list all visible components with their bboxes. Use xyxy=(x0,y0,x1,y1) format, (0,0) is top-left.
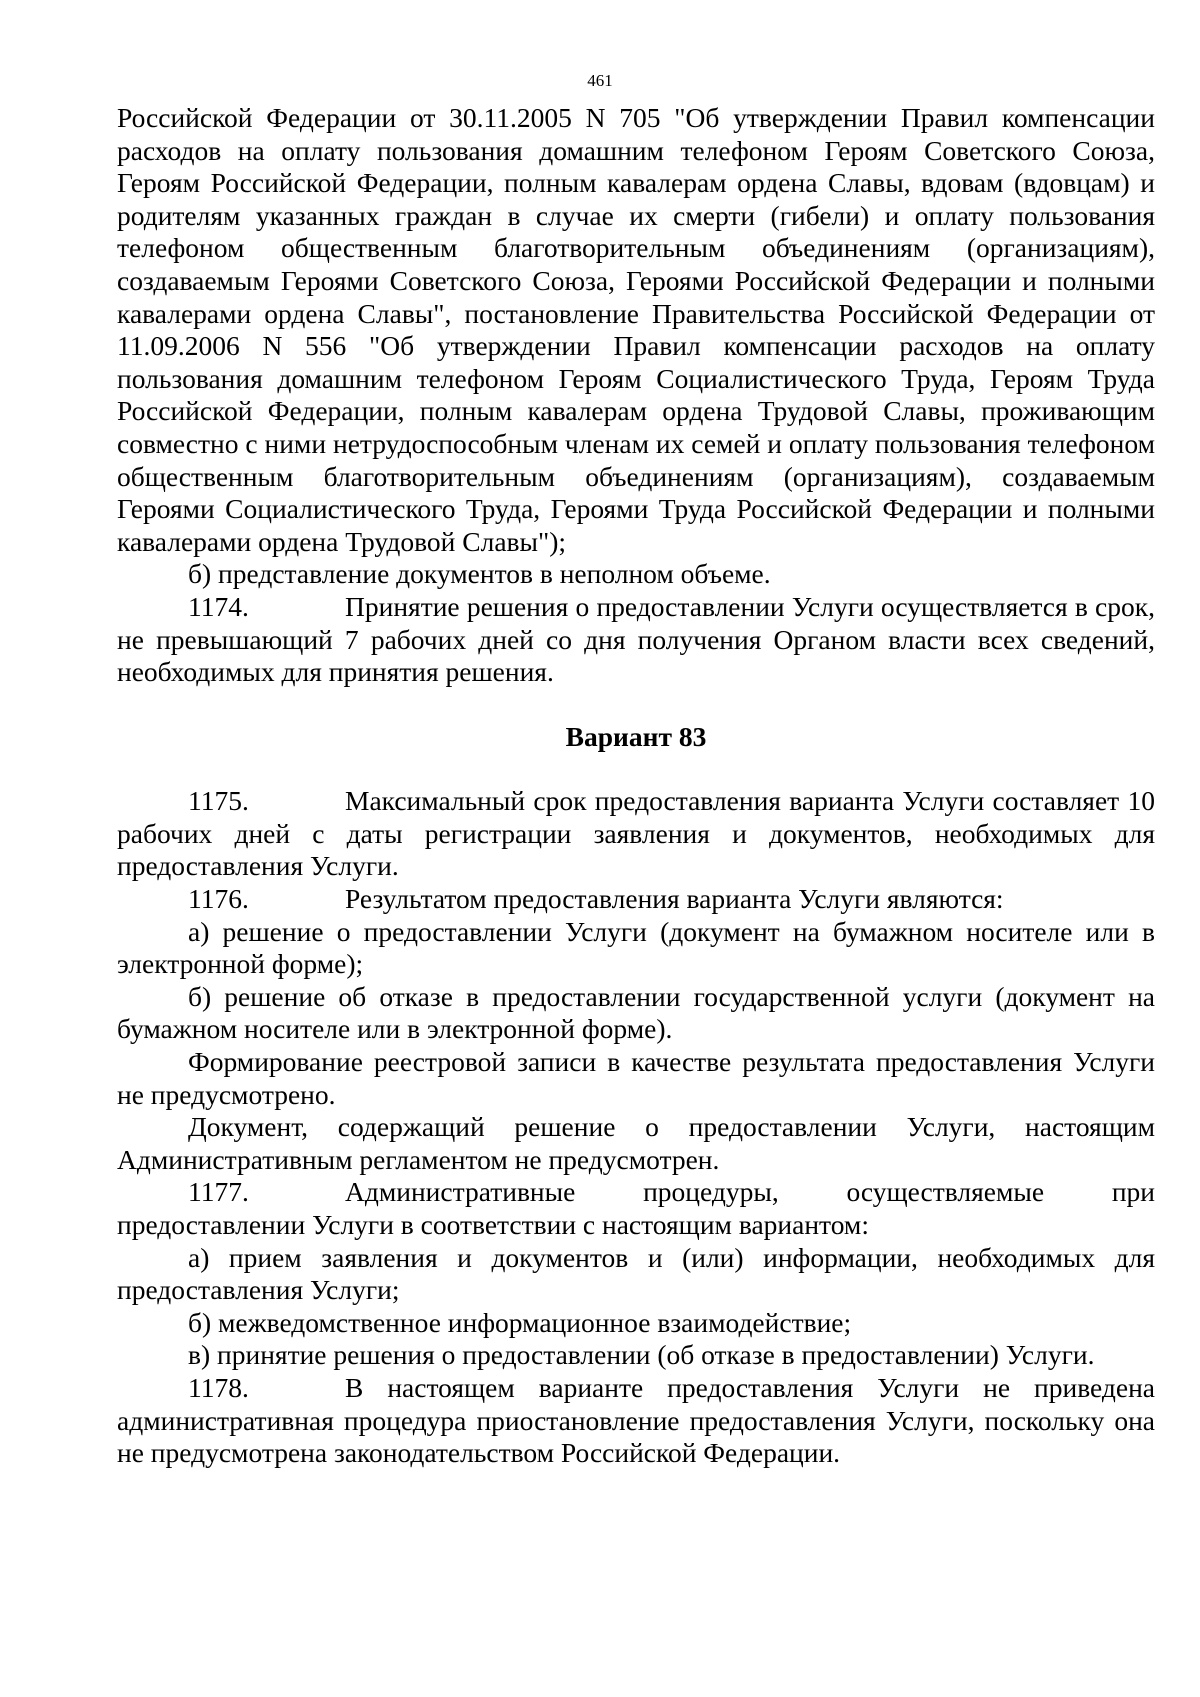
paragraph-1177 xyxy=(117,1176,1155,1241)
paragraph-text: Результатом предоставления варианта Услуги являются: xyxy=(345,883,1004,915)
paragraph-text: Максимальный срок предоставления варианта Услуги составляет 10 рабочих дней с даты регистрации заявления и документов, необходимых для предоставления Услуги. xyxy=(117,785,1155,882)
paragraph-item-a: а) решение о предоставлении Услуги (документ на бумажном носителе или в электронной форме); xyxy=(117,915,1155,980)
document-body xyxy=(117,102,1155,1470)
paragraph-text: Принятие решения о предоставлении Услуги осуществляется в срок, не превышающий 7 рабочих дней со дня получения Органом власти всех сведений, необходимых для принятия решения. xyxy=(117,590,1155,688)
paragraph-1174 xyxy=(117,591,1155,689)
paragraph-number: 1174. xyxy=(188,590,249,622)
paragraph-item-b: б) решение об отказе в предоставлении государственной услуги (документ на бумажном носителе или в электронной форме). xyxy=(117,980,1155,1045)
paragraph-number: 1175. xyxy=(188,785,249,817)
paragraph-item-b: б) представление документов в неполном объеме. xyxy=(188,558,771,590)
paragraph-1176 xyxy=(117,883,1155,916)
paragraph-1175 xyxy=(117,785,1155,883)
paragraph-item-a: а) прием заявления и документов и (или) информации, необходимых для предоставления Услуги; xyxy=(117,1241,1155,1306)
page-number: 461 xyxy=(587,71,613,90)
paragraph-number: 1177. xyxy=(188,1176,249,1208)
paragraph-registry-record: Формирование реестровой записи в качестве результата предоставления Услуги не предусмотрено. xyxy=(117,1046,1155,1110)
section-heading: Вариант 83 xyxy=(565,720,707,752)
paragraph-item-b: б) межведомственное информационное взаимодействие; xyxy=(188,1306,852,1338)
paragraph-decision-document: Документ, содержащий решение о предоставлении Услуги, настоящим Административным регламентом не предусмотрен. xyxy=(117,1111,1155,1175)
paragraph-continued: Российской Федерации от 30.11.2005 N 705 "Об утверждении Правил компенсации расходов на оплату пользования домашним телефоном Героям Советского Союза, Героям Российской Федерации, полным кавалерам ордена Славы, вдовам (вдовцам) и родителям указанных граждан в случае их смерти (гибели) и оплату пользования телефоном общественным благотворительным объединениям (организациям), создаваемым Героями Советского Союза, Героями Российской Федерации и полными кавалерами ордена Славы", постановление Правительства Российской Федерации от 11.09.2006 N 556 "Об утверждении Правил компенсации расходов на оплату пользования домашним телефоном Героям Социалистического Труда, Героям Труда Российской Федерации, полным кавалерам ордена Трудовой Славы, проживающим совместно с ними нетрудоспособным членам их семей и оплату пользования телефоном общественным благотворительным объединениям (организациям), создаваемым Героями Социалистического Труда, Героями Труда Российской Федерации и полными кавалерами ордена Трудовой Славы"); xyxy=(117,102,1155,557)
paragraph-1178 xyxy=(117,1372,1155,1470)
paragraph-number: 1178. xyxy=(188,1371,249,1403)
paragraph-text: В настоящем варианте предоставления Услуги не приведена административная процедура приостановление предоставления Услуги, поскольку она не предусмотрена законодательством Российской Федерации. xyxy=(117,1371,1155,1469)
paragraph-item-v: в) принятие решения о предоставлении (об отказе в предоставлении) Услуги. xyxy=(188,1339,1095,1371)
paragraph-number: 1176. xyxy=(188,883,249,915)
paragraph-text: Административные процедуры, осуществляемые при предоставлении Услуги в соответствии с настоящим вариантом: xyxy=(117,1176,1155,1240)
